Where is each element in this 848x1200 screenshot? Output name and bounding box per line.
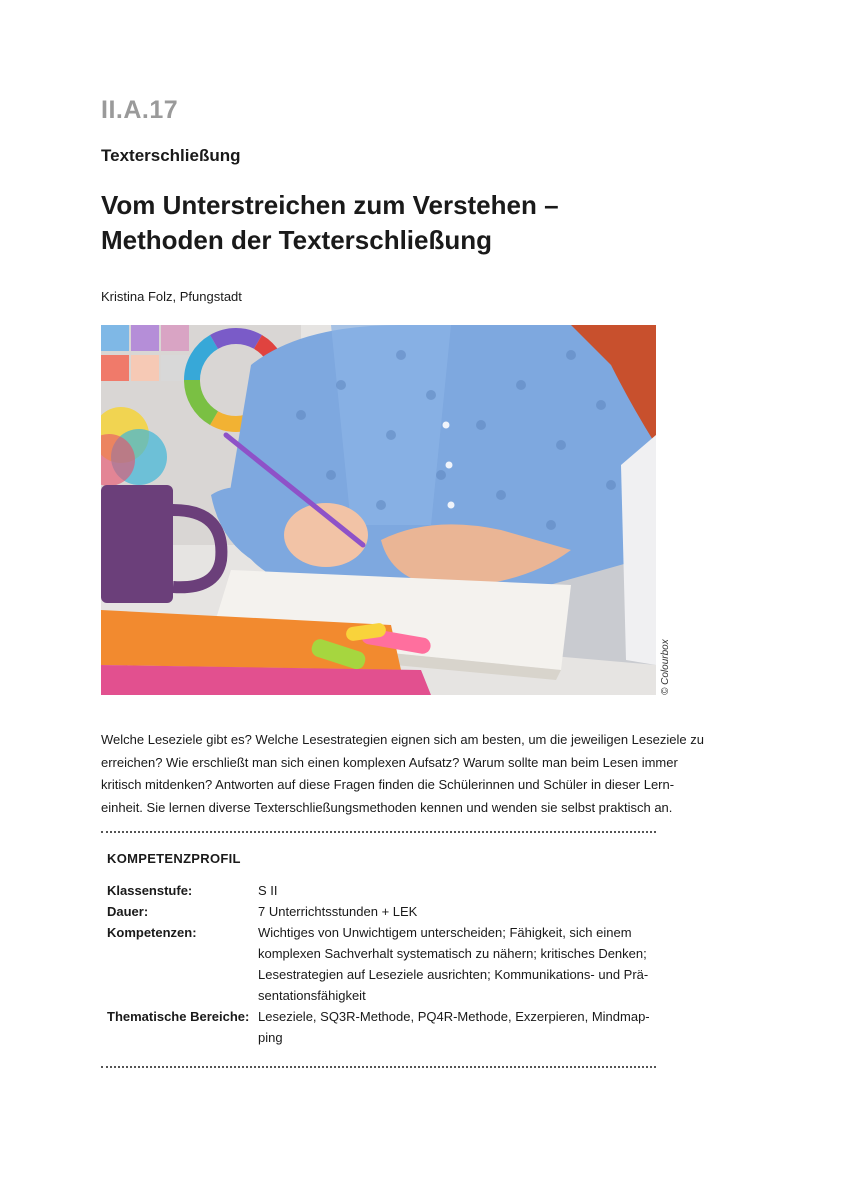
profile-row-thematische-bereiche (107, 1006, 650, 1048)
title-line-2: Methoden der Texterschließung (101, 225, 493, 255)
cover-photo (101, 325, 656, 695)
profile-value-line: Leseziele, SQ3R-Methode, PQ4R-Methode, Exzerpieren, Mindmap- (258, 1009, 650, 1024)
subject-heading: Texterschließung (101, 146, 241, 165)
intro-line: einheit. Sie lernen diverse Texterschließungsmethoden kennen und wenden sie selbst praktisch an. (101, 799, 673, 815)
profile-value (258, 901, 647, 922)
kompetenzprofil-heading: KOMPETENZPROFIL (107, 851, 241, 866)
profile-row-kompetenzen (107, 922, 647, 1006)
profile-value-line: Lesestrategien auf Leseziele ausrichten; Kommunikations- und Prä- (258, 967, 649, 982)
title-line-1: Vom Unterstreichen zum Verstehen – (101, 190, 559, 220)
profile-value-line: S II (258, 883, 278, 898)
unit-code: II.A.17 (101, 96, 179, 124)
author: Kristina Folz, Pfungstadt (101, 289, 242, 304)
profile-label: Kompetenzen: (107, 925, 197, 940)
dotted-divider-bottom (101, 1066, 656, 1068)
profile-row-dauer (107, 901, 647, 922)
profile-label: Thematische Bereiche: (107, 1009, 250, 1024)
kompetenzprofil-table (107, 880, 650, 1048)
profile-value-line: ping (258, 1030, 283, 1045)
profile-label: Klassenstufe: (107, 883, 193, 898)
profile-value-line: komplexen Sachverhalt systematisch zu nähern; kritisches Denken; (258, 946, 647, 961)
intro-paragraph (101, 729, 704, 819)
profile-value (258, 1006, 650, 1048)
image-credit: © Colourbox (660, 639, 671, 695)
profile-row-klassenstufe (107, 880, 647, 901)
profile-value-line: Wichtiges von Unwichtigem unterscheiden; Fähigkeit, sich einem (258, 925, 632, 940)
profile-value-line: sentationsfähigkeit (258, 988, 366, 1003)
profile-value (258, 880, 647, 901)
intro-line: kritisch mitdenken? Antworten auf diese Fragen finden die Schülerinnen und Schüler in dieser Lern- (101, 777, 675, 792)
intro-line: erreichen? Wie erschließt man sich einen komplexen Aufsatz? Warum sollte man beim Lesen immer (101, 754, 678, 770)
profile-label: Dauer: (107, 904, 149, 919)
profile-value (258, 922, 647, 1006)
page-title (101, 188, 701, 258)
intro-line: Welche Leseziele gibt es? Welche Lesestrategien eignen sich am besten, um die jeweiligen Leseziele zu (101, 732, 704, 747)
profile-value-line: 7 Unterrichtsstunden + LEK (258, 904, 418, 919)
dotted-divider-top (101, 831, 656, 833)
